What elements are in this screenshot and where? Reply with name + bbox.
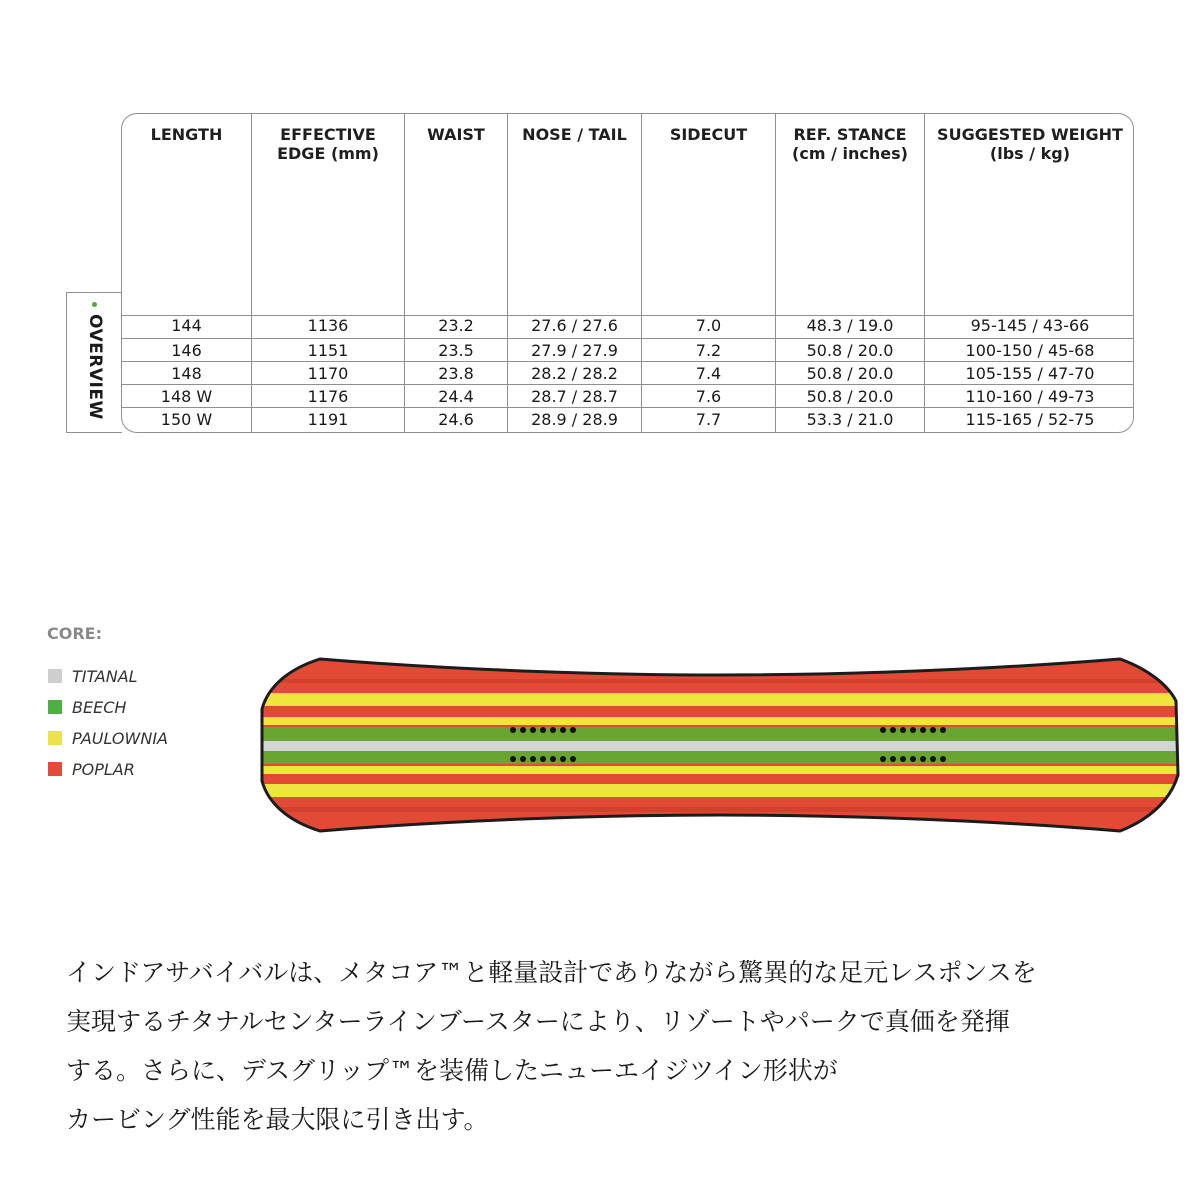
overview-dot-icon (92, 302, 97, 307)
table-cell: 7.4 (695, 364, 722, 383)
description-line: カービング性能を最大限に引き出す。 (66, 1105, 489, 1134)
table-cell: 7.6 (695, 387, 722, 406)
table-cell: 24.6 (438, 410, 474, 429)
legend-label: BEECH (72, 697, 127, 717)
table-cell: 7.0 (695, 316, 722, 335)
spec-table (121, 113, 1134, 433)
table-cell: 7.7 (695, 410, 722, 429)
table-cell: 23.8 (438, 364, 474, 383)
table-cell: 53.3 / 21.0 (806, 410, 894, 429)
table-cell: 50.8 / 20.0 (806, 364, 894, 383)
table-cell: 28.2 / 28.2 (531, 364, 618, 383)
table-cell: 50.8 / 20.0 (806, 387, 894, 406)
beech-swatch (48, 700, 62, 714)
row-divider (122, 361, 1133, 362)
table-cell: 50.8 / 20.0 (806, 341, 894, 360)
table-cell: 150 W (160, 410, 213, 429)
row-divider (122, 338, 1133, 339)
row-divider (122, 384, 1133, 385)
column-header: REF. STANCE (cm / inches) (792, 125, 908, 163)
legend-label: POPLAR (72, 759, 135, 779)
description-line: インドアサバイバルは、メタコア™と軽量設計でありながら驚異的な足元レスポンスを (66, 958, 1037, 987)
table-cell: 23.5 (438, 341, 474, 360)
table-cell: 1151 (307, 341, 349, 360)
table-cell: 28.9 / 28.9 (531, 410, 618, 429)
table-cell: 1176 (307, 387, 349, 406)
overview-label: OVERVIEW (85, 314, 105, 420)
table-cell: 146 (171, 341, 202, 360)
table-cell: 95-145 / 43-66 (970, 316, 1090, 335)
row-divider (122, 315, 1133, 316)
table-cell: 28.7 / 28.7 (531, 387, 618, 406)
legend-label: PAULOWNIA (72, 728, 168, 748)
table-cell: 148 (171, 364, 202, 383)
description-line: 実現するチタナルセンターラインブースターにより、リゾートやパークで真価を発揮 (66, 1007, 1010, 1036)
legend-item-titanal (48, 666, 138, 686)
row-divider (122, 407, 1133, 408)
legend-item-beech (48, 697, 126, 717)
legend-item-paulownia (48, 728, 168, 748)
table-cell: 1170 (307, 364, 349, 383)
column-header: SIDECUT (669, 125, 748, 144)
overview-side-tab (66, 292, 122, 433)
column-header: SUGGESTED WEIGHT (lbs / kg) (937, 125, 1123, 163)
core-title: CORE: (47, 624, 102, 643)
poplar-swatch (48, 762, 62, 776)
column-header: LENGTH (150, 125, 223, 144)
product-description (66, 948, 1166, 1144)
table-cell: 148 W (160, 387, 213, 406)
description-line: する。さらに、デスグリップ™を装備したニューエイジツイン形状が (66, 1056, 838, 1085)
table-cell: 144 (171, 316, 202, 335)
table-cell: 48.3 / 19.0 (806, 316, 894, 335)
table-cell: 23.2 (438, 316, 474, 335)
table-cell: 105-155 / 47-70 (965, 364, 1095, 383)
table-cell: 27.9 / 27.9 (531, 341, 618, 360)
table-cell: 110-160 / 49-73 (965, 387, 1095, 406)
table-cell: 1191 (307, 410, 349, 429)
snowboard-core-illustration (258, 655, 1183, 835)
column-header: NOSE / TAIL (522, 125, 627, 144)
paulownia-swatch (48, 731, 62, 745)
table-cell: 24.4 (438, 387, 474, 406)
legend-label: TITANAL (72, 666, 138, 686)
table-cell: 115-165 / 52-75 (965, 410, 1095, 429)
table-cell: 27.6 / 27.6 (531, 316, 618, 335)
table-cell: 1136 (307, 316, 349, 335)
titanal-swatch (48, 669, 62, 683)
column-header: WAIST (427, 125, 485, 144)
column-header: EFFECTIVE EDGE (mm) (277, 125, 379, 163)
table-cell: 100-150 / 45-68 (965, 341, 1095, 360)
legend-item-poplar (48, 759, 135, 779)
table-cell: 7.2 (695, 341, 722, 360)
